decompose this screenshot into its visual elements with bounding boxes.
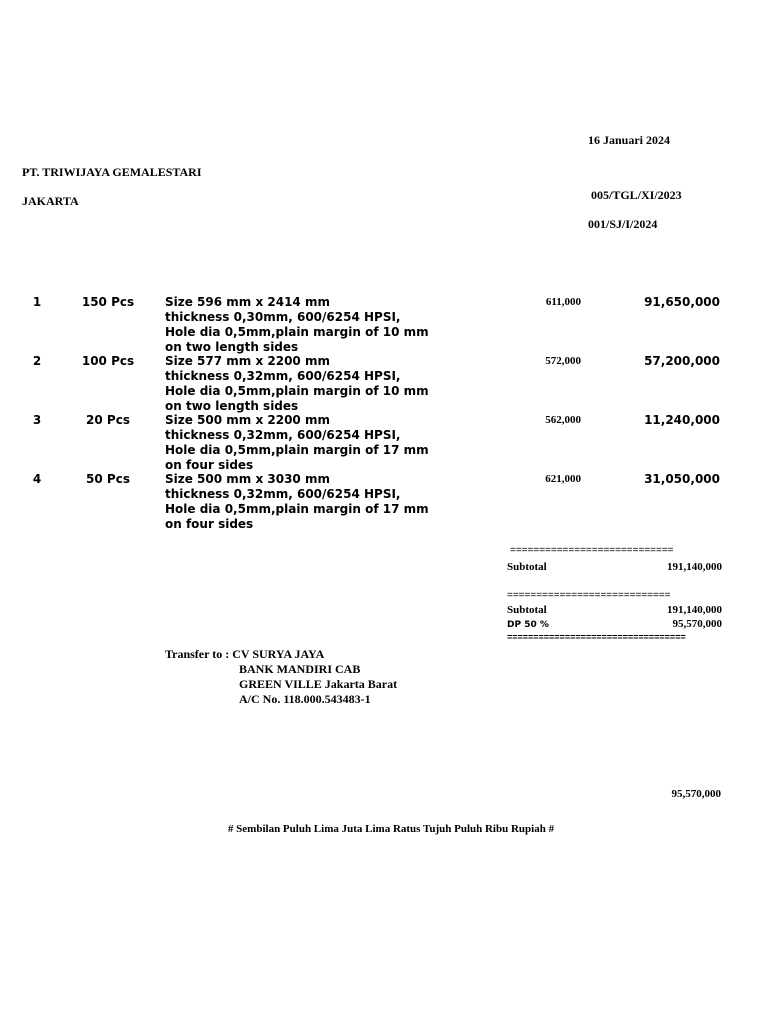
item-amount: 31,050,000 <box>644 472 720 486</box>
item-quantity: 20 Pcs <box>86 413 130 427</box>
item-amount: 11,240,000 <box>644 413 720 427</box>
item-number: 3 <box>32 413 42 427</box>
delivery-note-number: 001/SJ/I/2024 <box>588 217 658 231</box>
subtotal-value: 191,140,000 <box>667 604 722 616</box>
transfer-recipient: Transfer to : CV SURYA JAYA <box>165 647 325 661</box>
item-amount: 91,650,000 <box>644 295 720 309</box>
subtotal-label: Subtotal <box>507 561 547 573</box>
down-payment-label: DP 50 % <box>507 620 549 630</box>
item-number: 2 <box>32 354 42 368</box>
separator-line: ============================ <box>507 590 671 601</box>
item-description-line: Hole dia 0,5mm,plain margin of 17 mm <box>165 443 429 457</box>
customer-company: PT. TRIWIJAYA GEMALESTARI <box>22 165 202 179</box>
item-description <box>165 413 429 473</box>
item-description <box>165 472 429 532</box>
subtotal-label: Subtotal <box>507 604 547 616</box>
transfer-account-number: A/C No. 118.000.543483-1 <box>239 692 371 706</box>
item-description-line: Hole dia 0,5mm,plain margin of 10 mm <box>165 384 429 398</box>
item-description-line: on four sides <box>165 517 254 531</box>
item-description-line: Size 500 mm x 2200 mm <box>165 413 330 427</box>
amount-in-words: # Sembilan Puluh Lima Juta Lima Ratus Tujuh Puluh Ribu Rupiah # <box>227 823 555 835</box>
item-amount: 57,200,000 <box>644 354 720 368</box>
item-description-line: on four sides <box>165 458 254 472</box>
separator-line: ================================== <box>507 632 686 642</box>
item-description-line: thickness 0,30mm, 600/6254 HPSI, <box>165 310 401 324</box>
down-payment-value: 95,570,000 <box>672 618 722 630</box>
grand-total: 95,570,000 <box>671 788 721 800</box>
item-number: 1 <box>32 295 42 309</box>
item-description-line: Size 500 mm x 3030 mm <box>165 472 330 486</box>
item-quantity: 50 Pcs <box>86 472 130 486</box>
subtotal-value: 191,140,000 <box>667 561 722 573</box>
item-description <box>165 354 429 414</box>
item-unit-price: 621,000 <box>545 473 581 485</box>
item-unit-price: 611,000 <box>545 296 581 308</box>
transfer-bank: BANK MANDIRI CAB <box>239 662 361 676</box>
item-description-line: thickness 0,32mm, 600/6254 HPSI, <box>165 487 401 501</box>
separator-line: ============================ <box>510 545 674 556</box>
customer-city: JAKARTA <box>22 194 79 208</box>
item-description <box>165 295 429 355</box>
item-unit-price: 562,000 <box>545 414 581 426</box>
item-description-line: Hole dia 0,5mm,plain margin of 10 mm <box>165 325 429 339</box>
item-quantity: 100 Pcs <box>81 354 135 368</box>
item-unit-price: 572,000 <box>545 355 581 367</box>
item-number: 4 <box>32 472 42 486</box>
transfer-branch: GREEN VILLE Jakarta Barat <box>239 677 398 691</box>
item-description-line: Size 577 mm x 2200 mm <box>165 354 330 368</box>
item-description-line: Size 596 mm x 2414 mm <box>165 295 330 309</box>
item-description-line: thickness 0,32mm, 600/6254 HPSI, <box>165 428 401 442</box>
transfer-info <box>165 647 397 707</box>
invoice-number: 005/TGL/XI/2023 <box>591 188 682 202</box>
item-description-line: thickness 0,32mm, 600/6254 HPSI, <box>165 369 401 383</box>
item-description-line: on two length sides <box>165 399 299 413</box>
item-description-line: Hole dia 0,5mm,plain margin of 17 mm <box>165 502 429 516</box>
invoice-date: 16 Januari 2024 <box>588 133 671 147</box>
item-description-line: on two length sides <box>165 340 299 354</box>
item-quantity: 150 Pcs <box>81 295 135 309</box>
